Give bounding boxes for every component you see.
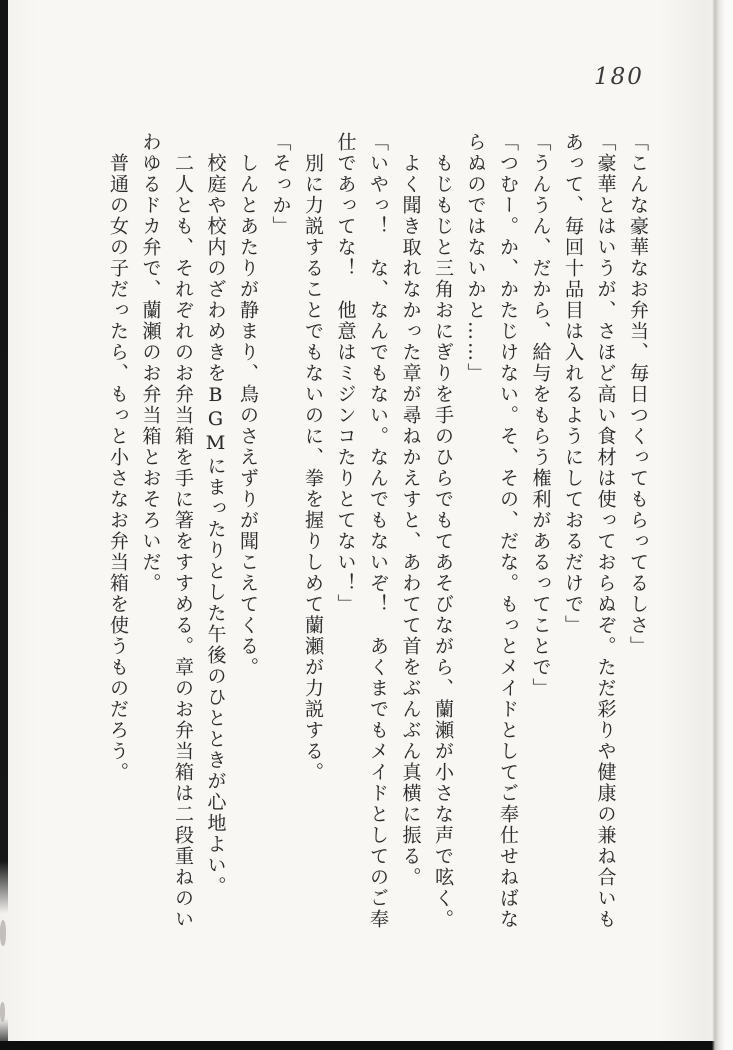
text-run: 普通の女の子だったら、もっと小さなお弁当箱を使うものだろう。 [107, 153, 129, 783]
upright-latin-run: BGM [204, 384, 227, 456]
paragraph [199, 132, 232, 932]
scan-edge-bottom [0, 1041, 733, 1050]
paragraph [524, 132, 557, 932]
paragraph [102, 132, 135, 932]
text-run: 「豪華とはいうが、さほど高い食材は使っておらぬぞ。ただ彩りや健康の兼ね合いもあって、毎回十品目は入れるようにしておるだけで」 [562, 132, 617, 930]
scan-smudge [0, 1002, 5, 1022]
paragraph [297, 132, 330, 932]
paragraph [232, 132, 265, 932]
scan-smudge [0, 920, 6, 946]
paragraph [264, 132, 297, 932]
text-run: 「いやっ！ な、なんでもない。なんでもないぞ！ あくまでもメイドとしてのご奉仕であってな！ 他意はミジンコたりとてない！」 [334, 132, 389, 930]
paragraph [134, 132, 199, 932]
paragraph [329, 132, 394, 932]
text-run: 別に力説することでもないのに、拳を握りしめて蘭瀬が力説する。 [302, 153, 324, 783]
paragraph [459, 132, 524, 932]
paragraph [557, 132, 622, 932]
page-edge-shadow [712, 0, 733, 1050]
text-run: しんとあたりが静まり、鳥のさえずりが聞こえてくる。 [237, 153, 259, 678]
text-run: 「そっか」 [269, 132, 292, 237]
text-run: もじもじと三角おにぎりを手のひらでもてあそびながら、蘭瀬が小さな声で呟く。 [432, 153, 454, 930]
text-run: 二人とも、それぞれのお弁当箱を手に箸をすすめる。章のお弁当箱は二段重ねのいわゆるドカ弁で、蘭瀬のお弁当箱とおそろいだ。 [139, 132, 194, 930]
text-run: にまったりとした午後のひとときが心地よい。 [204, 456, 227, 897]
scan-edge-left [0, 0, 8, 1050]
paragraph [427, 132, 460, 932]
text-run: 「つむー。か、かたじけない。そ、その、だな。もっとメイドとしてご奉仕せねばならぬのではないかと……」 [464, 132, 519, 930]
text-run: 校庭や校内のざわめきを [204, 153, 227, 384]
page-number: 180 [594, 64, 644, 90]
text-run: よく聞き取れなかった章が尋ねかえすと、あわてて首をぶんぶん真横に振る。 [399, 153, 422, 888]
paragraph [622, 132, 655, 932]
paragraph [394, 132, 427, 932]
text-run: 「こんな豪華なお弁当、毎日つくってもらってるしさ」 [627, 132, 649, 657]
text-run: 「うんうん、だから、給与をもらう権利があるってことで」 [529, 132, 552, 699]
body-text-vertical [100, 132, 654, 932]
